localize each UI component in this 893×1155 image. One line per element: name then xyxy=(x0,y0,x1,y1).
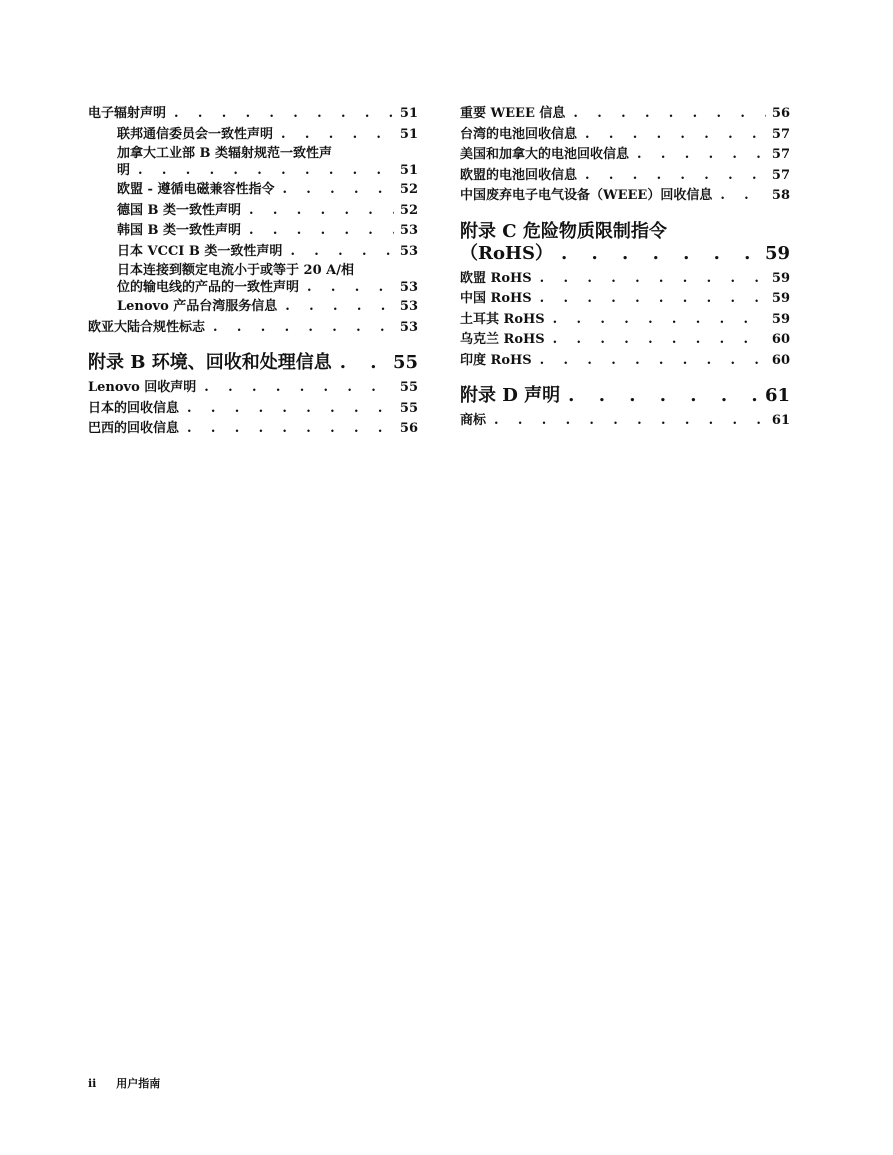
toc-leader-dots xyxy=(166,104,394,125)
toc-page-number: 51 xyxy=(399,126,418,142)
toc-entry-title: 欧盟的电池回收信息 xyxy=(460,167,578,183)
footer-book-title: 用户指南 xyxy=(116,1077,161,1090)
toc-leader-dots xyxy=(179,399,394,420)
toc-page-number: 60 xyxy=(771,352,790,368)
toc-leader-dots xyxy=(545,310,766,331)
toc-page-number: 57 xyxy=(771,126,790,142)
toc-entry-title: 土耳其 RoHS xyxy=(460,311,545,327)
toc-entry-title: 附录 D 声明 xyxy=(460,385,561,406)
toc-entry[interactable] xyxy=(460,145,790,166)
toc-entry[interactable] xyxy=(88,180,418,201)
toc-entry-title: 印度 RoHS xyxy=(460,352,532,368)
toc-entry[interactable] xyxy=(460,166,790,187)
toc-entry-title: 德国 B 类一致性声明 xyxy=(117,202,242,218)
toc-entry-title: 中国废弃电子电气设备（WEEE）回收信息 xyxy=(460,188,713,203)
toc-entry-title: 欧盟 RoHS xyxy=(460,270,532,286)
toc-page-number: 55 xyxy=(392,352,418,373)
toc-leader-dots xyxy=(241,221,394,242)
toc-page-number: 59 xyxy=(771,270,790,286)
toc-page-number: 53 xyxy=(399,319,418,335)
toc-page-number: 59 xyxy=(771,311,790,327)
toc-leader-dots xyxy=(532,351,766,372)
toc-leader-dots xyxy=(299,279,394,297)
toc-page-number: 55 xyxy=(399,400,418,416)
toc-page-number: 53 xyxy=(399,223,418,238)
toc-leader-dots xyxy=(532,269,766,290)
toc-leader-dots xyxy=(577,125,766,146)
toc-entry-title-line1: 日本连接到额定电流小于或等于 20 A/相 xyxy=(117,263,354,278)
toc-leader-dots xyxy=(282,242,393,263)
toc-leader-dots xyxy=(629,145,766,166)
toc-entry[interactable] xyxy=(88,104,418,125)
toc-entry[interactable] xyxy=(460,411,790,432)
toc-entry[interactable] xyxy=(88,378,418,399)
toc-entry[interactable] xyxy=(460,351,790,372)
toc-leader-dots xyxy=(577,166,766,187)
toc-entry-title: 巴西的回收信息 xyxy=(88,421,180,436)
toc-entry[interactable] xyxy=(88,318,418,339)
toc-entry-title: 欧盟 - 遵循电磁兼容性指令 xyxy=(117,182,275,197)
toc-entry-title: 中国 RoHS xyxy=(460,291,532,306)
toc-page-number: 52 xyxy=(399,182,418,197)
toc-entry-title-line1: 加拿大工业部 B 类辐射规范一致性声 xyxy=(117,146,333,161)
toc-page-number: 51 xyxy=(399,163,418,178)
toc-entry[interactable] xyxy=(88,242,418,263)
toc-appendix-entry[interactable] xyxy=(88,352,418,374)
toc-appendix-entry[interactable] xyxy=(460,385,790,407)
toc-entry-title: 日本 VCCI B 类一致性声明 xyxy=(117,243,283,259)
toc-page-number: 59 xyxy=(771,291,790,306)
toc-entry[interactable] xyxy=(460,310,790,331)
toc-left-column xyxy=(88,104,418,440)
toc-leader-dots xyxy=(130,162,394,180)
toc-entry[interactable] xyxy=(460,186,790,207)
toc-page-number: 56 xyxy=(771,106,790,121)
toc-entry-title: 台湾的电池回收信息 xyxy=(460,126,578,142)
toc-page-number: 53 xyxy=(399,299,418,314)
toc-entry-title: 韩国 B 类一致性声明 xyxy=(117,223,242,238)
toc-leader-dots xyxy=(274,180,393,201)
toc-entry-title: 明 xyxy=(117,163,131,178)
toc-leader-dots xyxy=(273,125,394,146)
toc-entry-title: 日本的回收信息 xyxy=(88,400,180,416)
toc-entry[interactable] xyxy=(460,330,790,351)
toc-entry-title: 重要 WEEE 信息 xyxy=(460,106,566,121)
toc-entry[interactable] xyxy=(460,289,790,310)
toc-leader-dots xyxy=(205,318,394,339)
toc-page-number: 55 xyxy=(399,380,418,395)
toc-entry[interactable] xyxy=(460,269,790,290)
toc-page-number: 53 xyxy=(399,243,418,259)
toc-entry[interactable] xyxy=(88,399,418,420)
toc-entry[interactable] xyxy=(88,162,418,180)
toc-entry-title: 位的输电线的产品的一致性声明 xyxy=(117,280,300,295)
toc-leader-dots xyxy=(712,186,766,207)
footer-page-number: ii xyxy=(88,1077,97,1090)
toc-page-number: 51 xyxy=(399,106,418,121)
toc-entry[interactable] xyxy=(88,201,418,222)
toc-page-number: 52 xyxy=(399,202,418,218)
toc-leader-dots xyxy=(553,243,759,265)
toc-entry[interactable] xyxy=(88,125,418,146)
toc-page-number: 60 xyxy=(771,332,790,347)
toc-right-column xyxy=(460,104,790,432)
toc-page-number: 57 xyxy=(771,167,790,183)
toc-leader-dots xyxy=(532,289,766,310)
page-footer xyxy=(88,1075,160,1091)
toc-entry[interactable] xyxy=(460,104,790,125)
toc-entry[interactable] xyxy=(88,419,418,440)
toc-entry-title: 联邦通信委员会一致性声明 xyxy=(117,126,274,142)
toc-leader-dots xyxy=(560,385,759,407)
toc-page-number: 57 xyxy=(771,147,790,162)
toc-appendix-entry[interactable] xyxy=(460,243,790,265)
toc-leader-dots xyxy=(545,330,766,351)
toc-page-number: 56 xyxy=(399,421,418,436)
toc-page-number: 58 xyxy=(771,188,790,203)
toc-entry-title: 乌克兰 RoHS xyxy=(460,332,545,347)
toc-entry-title: 美国和加拿大的电池回收信息 xyxy=(460,147,630,162)
toc-entry-title: Lenovo 回收声明 xyxy=(88,380,197,395)
toc-entry[interactable] xyxy=(88,221,418,242)
toc-entry[interactable] xyxy=(460,125,790,146)
toc-leader-dots xyxy=(277,297,394,318)
toc-leader-dots xyxy=(486,411,766,432)
toc-page-number: 59 xyxy=(764,242,790,264)
toc-entry[interactable] xyxy=(88,279,418,297)
toc-leader-dots xyxy=(241,201,394,222)
toc-leader-dots xyxy=(196,378,394,399)
toc-entry-title: 电子辐射声明 xyxy=(88,106,167,121)
toc-entry-title: 商标 xyxy=(460,413,487,428)
toc-entry-title: Lenovo 产品台湾服务信息 xyxy=(117,299,278,314)
toc-entry-title: 欧亚大陆合规性标志 xyxy=(88,319,206,335)
toc-leader-dots xyxy=(332,352,387,374)
toc-leader-dots xyxy=(565,104,766,125)
toc-entry[interactable] xyxy=(88,297,418,318)
toc-entry-title: （RoHS） xyxy=(460,242,553,264)
toc-page-number: 61 xyxy=(771,413,790,428)
toc-page-number: 61 xyxy=(764,385,790,406)
toc-leader-dots xyxy=(179,419,394,440)
toc-page-number: 53 xyxy=(399,280,418,295)
toc-appendix-title: 附录 C 危险物质限制指令 xyxy=(460,220,667,242)
toc-entry-title: 附录 B 环境、回收和处理信息 xyxy=(88,352,332,373)
